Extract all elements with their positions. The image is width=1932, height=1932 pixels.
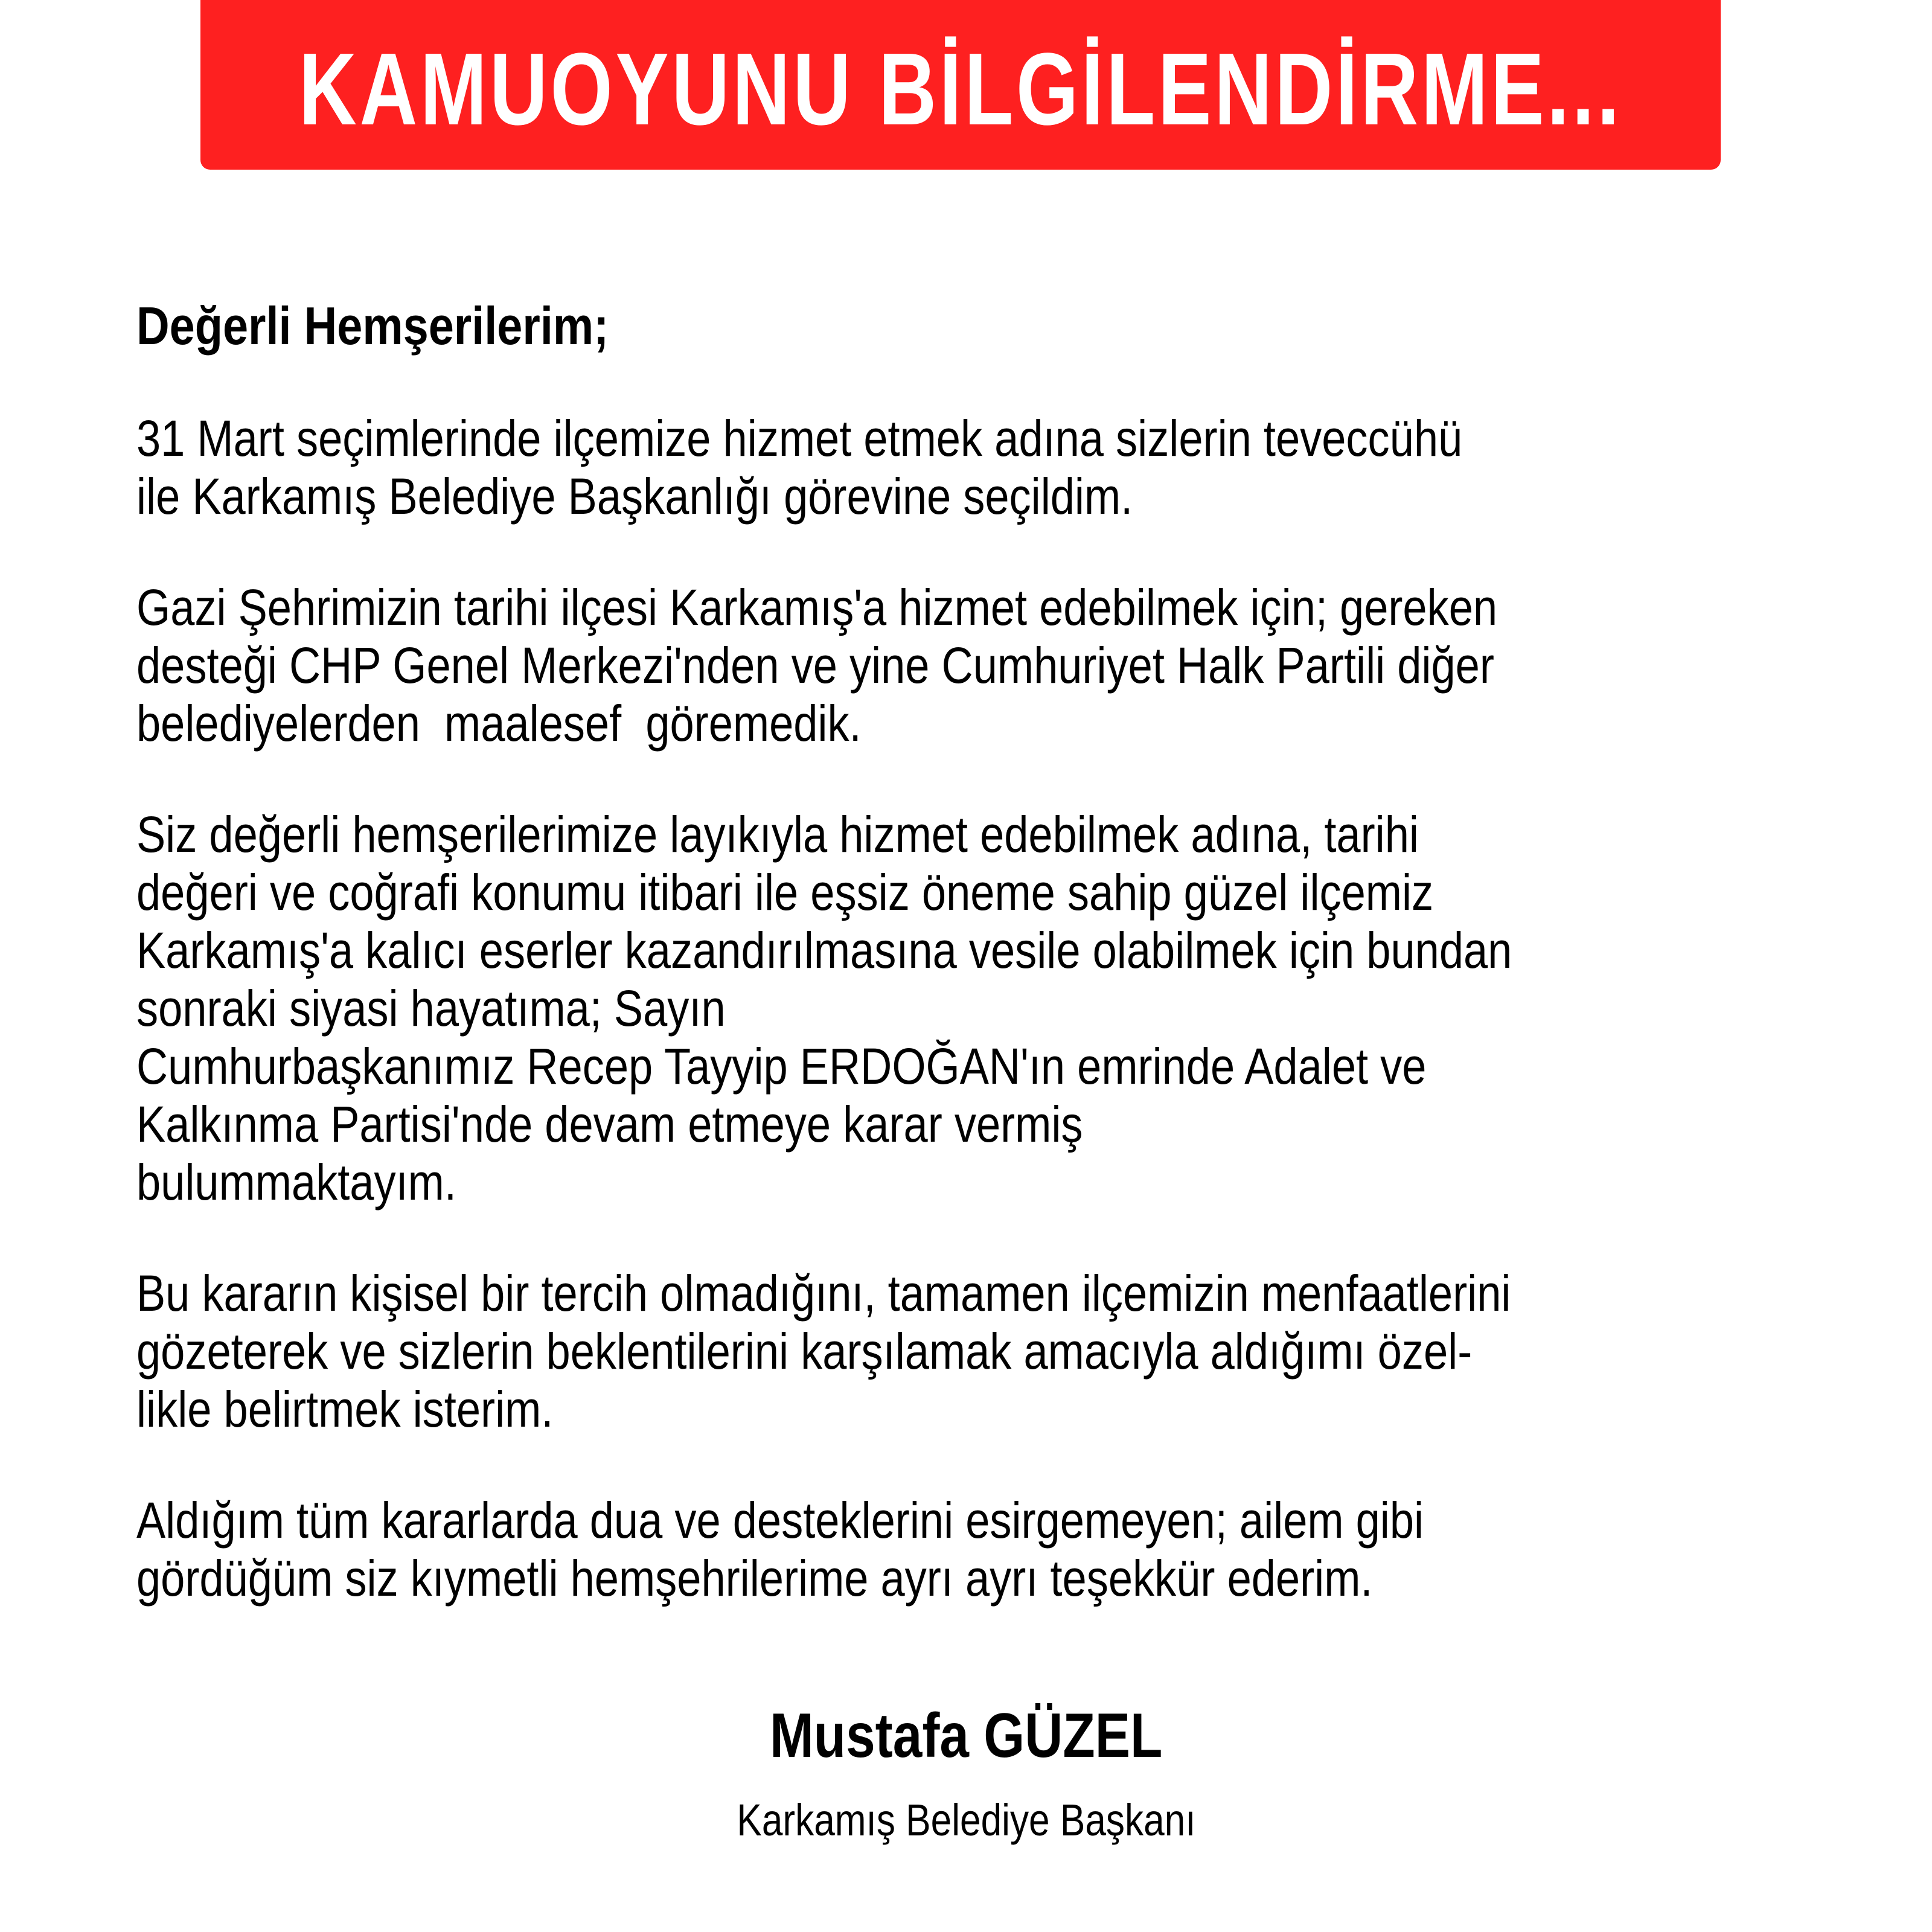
text-line: Karkamış'a kalıcı eserler kazandırılmasına vesile olabilmek için bundan xyxy=(136,922,1512,979)
text-line: Cumhurbaşkanımız Recep Tayyip ERDOĞAN'ın emrinde Adalet ve xyxy=(136,1038,1427,1095)
text-line: ile Karkamış Belediye Başkanlığı görevine seçildim. xyxy=(136,468,1133,525)
paragraph-support xyxy=(136,578,1827,752)
letter-body xyxy=(136,296,1827,1607)
text-line: Kalkınma Partisi'nde devam etmeye karar vermiş xyxy=(136,1096,1083,1153)
signatory-title: Karkamış Belediye Başkanı xyxy=(736,1795,1196,1845)
text-line: desteği CHP Genel Merkezi'nden ve yine Cumhuriyet Halk Partili diğer xyxy=(136,637,1494,694)
text-line: belediyelerden maalesef göremedik. xyxy=(136,695,862,752)
text-line: Bu kararın kişisel bir tercih olmadığını, tamamen ilçemizin menfaatlerini xyxy=(136,1265,1511,1322)
text-line: 31 Mart seçimlerinde ilçemize hizmet etmek adına sizlerin teveccühü xyxy=(136,410,1463,467)
text-line: bulummaktayım. xyxy=(136,1154,456,1211)
paragraph-decision xyxy=(136,805,1827,1211)
banner-title: KAMUOYUNU BİLGİLENDİRME... xyxy=(299,31,1622,147)
text-line: Siz değerli hemşerilerimize layıkıyla hizmet edebilmek adına, tarihi xyxy=(136,806,1419,863)
text-line: Aldığım tüm kararlarda dua ve desteklerini esirgemeyen; ailem gibi xyxy=(136,1492,1424,1549)
text-line: likle belirtmek isterim. xyxy=(136,1381,554,1438)
signatory-name: Mustafa GÜZEL xyxy=(769,1701,1163,1771)
salutation: Değerli Hemşerilerim; xyxy=(136,296,609,356)
paragraph-reasoning xyxy=(136,1264,1827,1438)
text-line: sonraki siyasi hayatıma; Sayın xyxy=(136,980,726,1037)
paragraph-election xyxy=(136,409,1827,525)
text-line: gözeterek ve sizlerin beklentilerini karşılamak amacıyla aldığımı özel- xyxy=(136,1323,1473,1380)
announcement-banner xyxy=(200,0,1721,170)
signature-block xyxy=(0,1700,1932,1846)
text-line: Gazi Şehrimizin tarihi ilçesi Karkamış'a hizmet edebilmek için; gereken xyxy=(136,579,1498,636)
text-line: gördüğüm siz kıymetli hemşehrilerime ayrı ayrı teşekkür ederim. xyxy=(136,1550,1373,1607)
text-line: değeri ve coğrafi konumu itibari ile eşsiz öneme sahip güzel ilçemiz xyxy=(136,864,1434,921)
paragraph-thanks xyxy=(136,1491,1827,1607)
